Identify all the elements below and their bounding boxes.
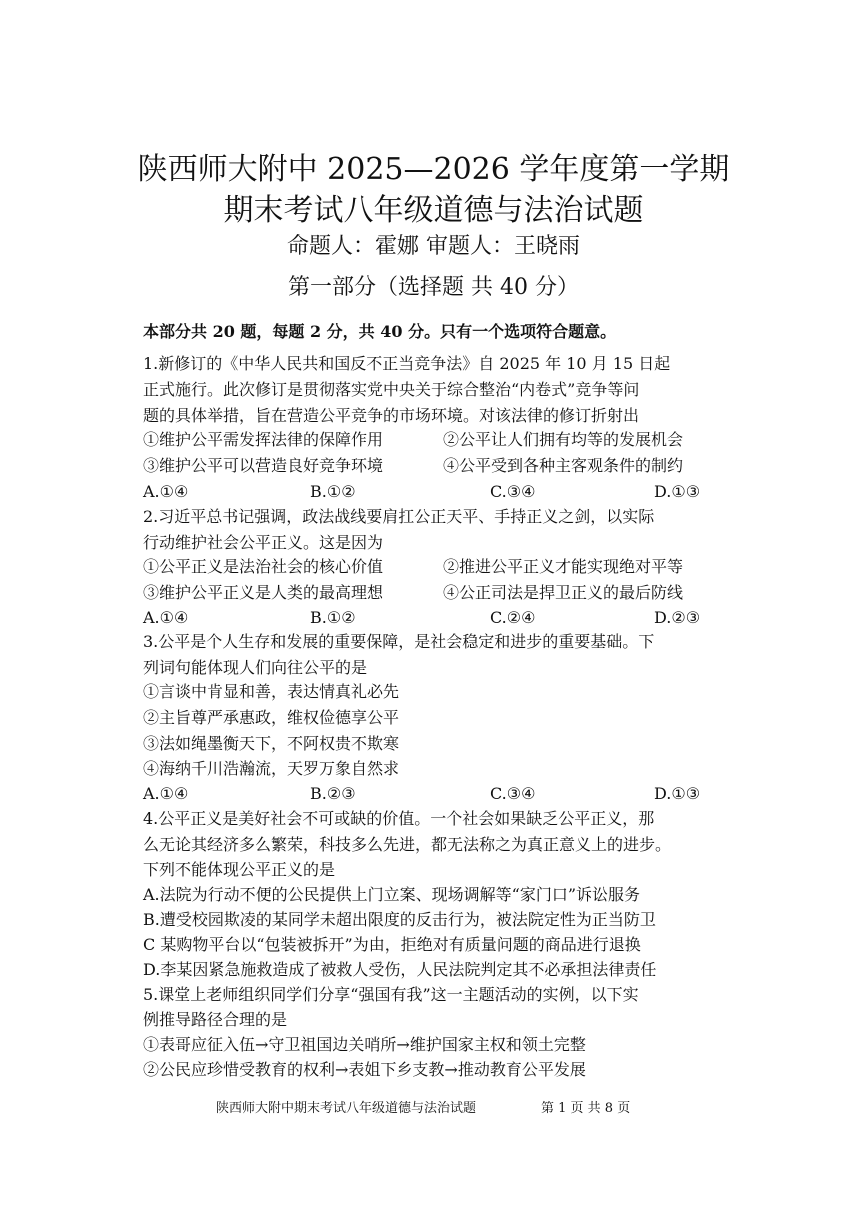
q3-choice-b: B.②③ xyxy=(310,784,356,803)
section-heading: 第一部分（选择题 共 40 分） xyxy=(288,275,579,300)
q3-choice-c: C.③④ xyxy=(490,784,536,803)
q4-stem-line1: 4.公平正义是美好社会不可或缺的价值。一个社会如果缺乏公平正义，那 xyxy=(143,809,655,828)
q3-stem-line1: 3.公平是个人生存和发展的重要保障，是社会稳定和进步的重要基础。下 xyxy=(143,632,655,651)
q4-choice-a: A.法院为行动不便的公民提供上门立案、现场调解等“家门口”诉讼服务 xyxy=(143,885,641,904)
q1-choice-c: C.③④ xyxy=(490,482,536,501)
q3-stem-line2: 列词句能体现人们向往公平的是 xyxy=(143,658,368,677)
q1-item-4: ④公平受到各种主客观条件的制约 xyxy=(443,456,684,475)
q5-stem-line1: 5.课堂上老师组织同学们分享“强国有我”这一主题活动的实例，以下实 xyxy=(143,985,639,1004)
footer-title: 陕西师大附中期末考试八年级道德与法治试题 xyxy=(216,1101,477,1116)
q2-choice-c: C.②④ xyxy=(490,608,536,627)
q2-item-1: ①公平正义是法治社会的核心价值 xyxy=(143,557,384,576)
q4-choice-c: C 某购物平台以“包装被拆开”为由，拒绝对有质量问题的商品进行退换 xyxy=(143,935,641,954)
q2-choice-b: B.①② xyxy=(310,608,356,627)
q1-item-3: ③维护公平可以营造良好竞争环境 xyxy=(143,456,384,475)
exam-authors: 命题人：霍娜 审题人：王晓雨 xyxy=(287,234,580,259)
q4-choice-d: D.李某因紧急施救造成了被救人受伤，人民法院判定其不必承担法律责任 xyxy=(143,960,657,979)
q2-choice-a: A.①④ xyxy=(143,608,189,627)
q1-item-2: ②公平让人们拥有均等的发展机会 xyxy=(443,430,684,449)
q5-item-2: ②公民应珍惜受教育的权利→表姐下乡支教→推动教育公平发展 xyxy=(143,1060,586,1079)
q3-item-3: ③法如绳墨衡天下，不阿权贵不欺寒 xyxy=(143,734,400,753)
q3-item-1: ①言谈中肯显和善，表达情真礼必先 xyxy=(143,682,400,701)
q1-choice-b: B.①② xyxy=(310,482,356,501)
q3-item-2: ②主旨尊严承惠政，维权俭德享公平 xyxy=(143,708,400,727)
q3-choice-d: D.①③ xyxy=(654,784,701,803)
q4-choice-b: B.遭受校园欺凌的某同学未超出限度的反击行为，被法院定性为正当防卫 xyxy=(143,910,656,929)
q1-choice-a: A.①④ xyxy=(143,482,189,501)
q2-choice-d: D.②③ xyxy=(654,608,701,627)
q1-choice-d: D.①③ xyxy=(654,482,701,501)
q1-stem-line1: 1.新修订的《中华人民共和国反不正当竞争法》自 2025 年 10 月 15 日起 xyxy=(143,354,671,373)
q4-stem-line3: 下列不能体现公平正义的是 xyxy=(143,860,336,879)
exam-title-line1: 陕西师大附中 2025—2026 学年度第一学期 xyxy=(137,152,730,187)
q3-choice-a: A.①④ xyxy=(143,784,189,803)
q5-stem-line2: 例推导路径合理的是 xyxy=(143,1010,288,1029)
q1-stem-line2: 正式施行。此次修订是贯彻落实党中央关于综合整治“内卷式”竞争等问 xyxy=(143,380,640,399)
q2-item-4: ④公正司法是捍卫正义的最后防线 xyxy=(443,583,684,602)
q2-stem-line2: 行动维护社会公平正义。这是因为 xyxy=(143,533,384,552)
q1-item-1: ①维护公平需发挥法律的保障作用 xyxy=(143,430,384,449)
q1-stem-line3: 题的具体举措，旨在营造公平竞争的市场环境。对该法律的修订折射出 xyxy=(143,406,640,425)
instructions: 本部分共 20 题，每题 2 分，共 40 分。只有一个选项符合题意。 xyxy=(143,322,617,341)
q2-item-3: ③维护公平正义是人类的最高理想 xyxy=(143,583,384,602)
q5-item-1: ①表哥应征入伍→守卫祖国边关哨所→维护国家主权和领土完整 xyxy=(143,1035,586,1054)
q4-stem-line2: 么无论其经济多么繁荣，科技多么先进，都无法称之为真正意义上的进步。 xyxy=(143,835,672,854)
footer-page-number: 第 1 页 共 8 页 xyxy=(541,1101,631,1116)
q3-item-4: ④海纳千川浩瀚流，天罗万象自然求 xyxy=(143,759,400,778)
q2-item-2: ②推进公平正义才能实现绝对平等 xyxy=(443,557,684,576)
exam-title-line2: 期末考试八年级道德与法治试题 xyxy=(223,193,644,228)
q2-stem-line1: 2.习近平总书记强调，政法战线要肩扛公正天平、手持正义之剑，以实际 xyxy=(143,507,655,526)
